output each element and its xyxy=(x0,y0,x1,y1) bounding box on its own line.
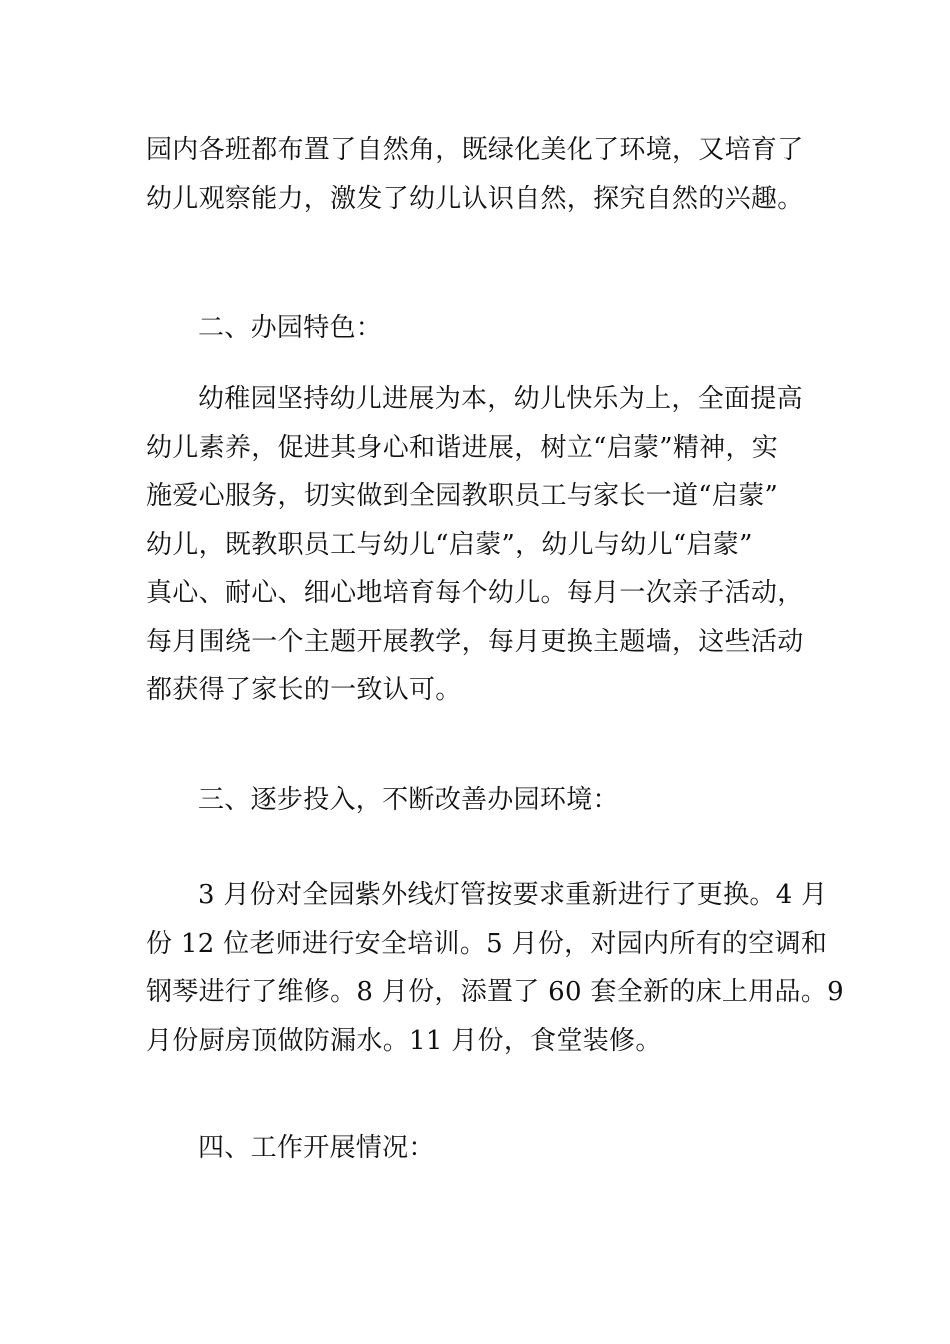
section-heading-features: 二、办园特色： xyxy=(198,313,383,343)
paragraph-features xyxy=(146,375,816,715)
paragraph-nature-corner xyxy=(146,126,816,223)
text-line: 钢琴进行了维修。8 月份，添置了 60 套全新的床上用品。9 xyxy=(146,977,844,1007)
text-line: 幼儿观察能力，激发了幼儿认识自然，探究自然的兴趣。 xyxy=(146,183,804,214)
text-line: 施爱心服务，切实做到全园教职员工与家长一道“启蒙” xyxy=(146,481,779,511)
text-line: 都获得了家长的一致认可。 xyxy=(146,675,462,705)
paragraph-environment xyxy=(146,871,844,1065)
text-line: 每月围绕一个主题开展教学，每月更换主题墙，这些活动 xyxy=(146,626,804,657)
text-line: 幼稚园坚持幼儿进展为本，幼儿快乐为上，全面提高 xyxy=(198,384,803,414)
section-heading-work: 四、工作开展情况： xyxy=(198,1133,435,1163)
text-line: 园内各班都布置了自然角，既绿化美化了环境，又培育了 xyxy=(146,135,804,165)
text-line: 真心、耐心、细心地培育每个幼儿。每月一次亲子活动， xyxy=(146,578,804,608)
text-line: 幼儿，既教职员工与幼儿“启蒙”，幼儿与幼儿“启蒙” xyxy=(146,529,753,560)
section-heading-environment: 三、逐步投入，不断改善办园环境： xyxy=(198,785,619,815)
text-line: 月份厨房顶做防漏水。11 月份，食堂装修。 xyxy=(146,1025,662,1056)
text-line: 3 月份对全园紫外线灯管按要求重新进行了更换。4 月 xyxy=(198,880,828,910)
text-line: 份 12 位老师进行安全培训。5 月份，对园内所有的空调和 xyxy=(146,928,828,959)
text-line: 幼儿素养，促进其身心和谐进展，树立“启蒙”精神，实 xyxy=(146,432,779,463)
